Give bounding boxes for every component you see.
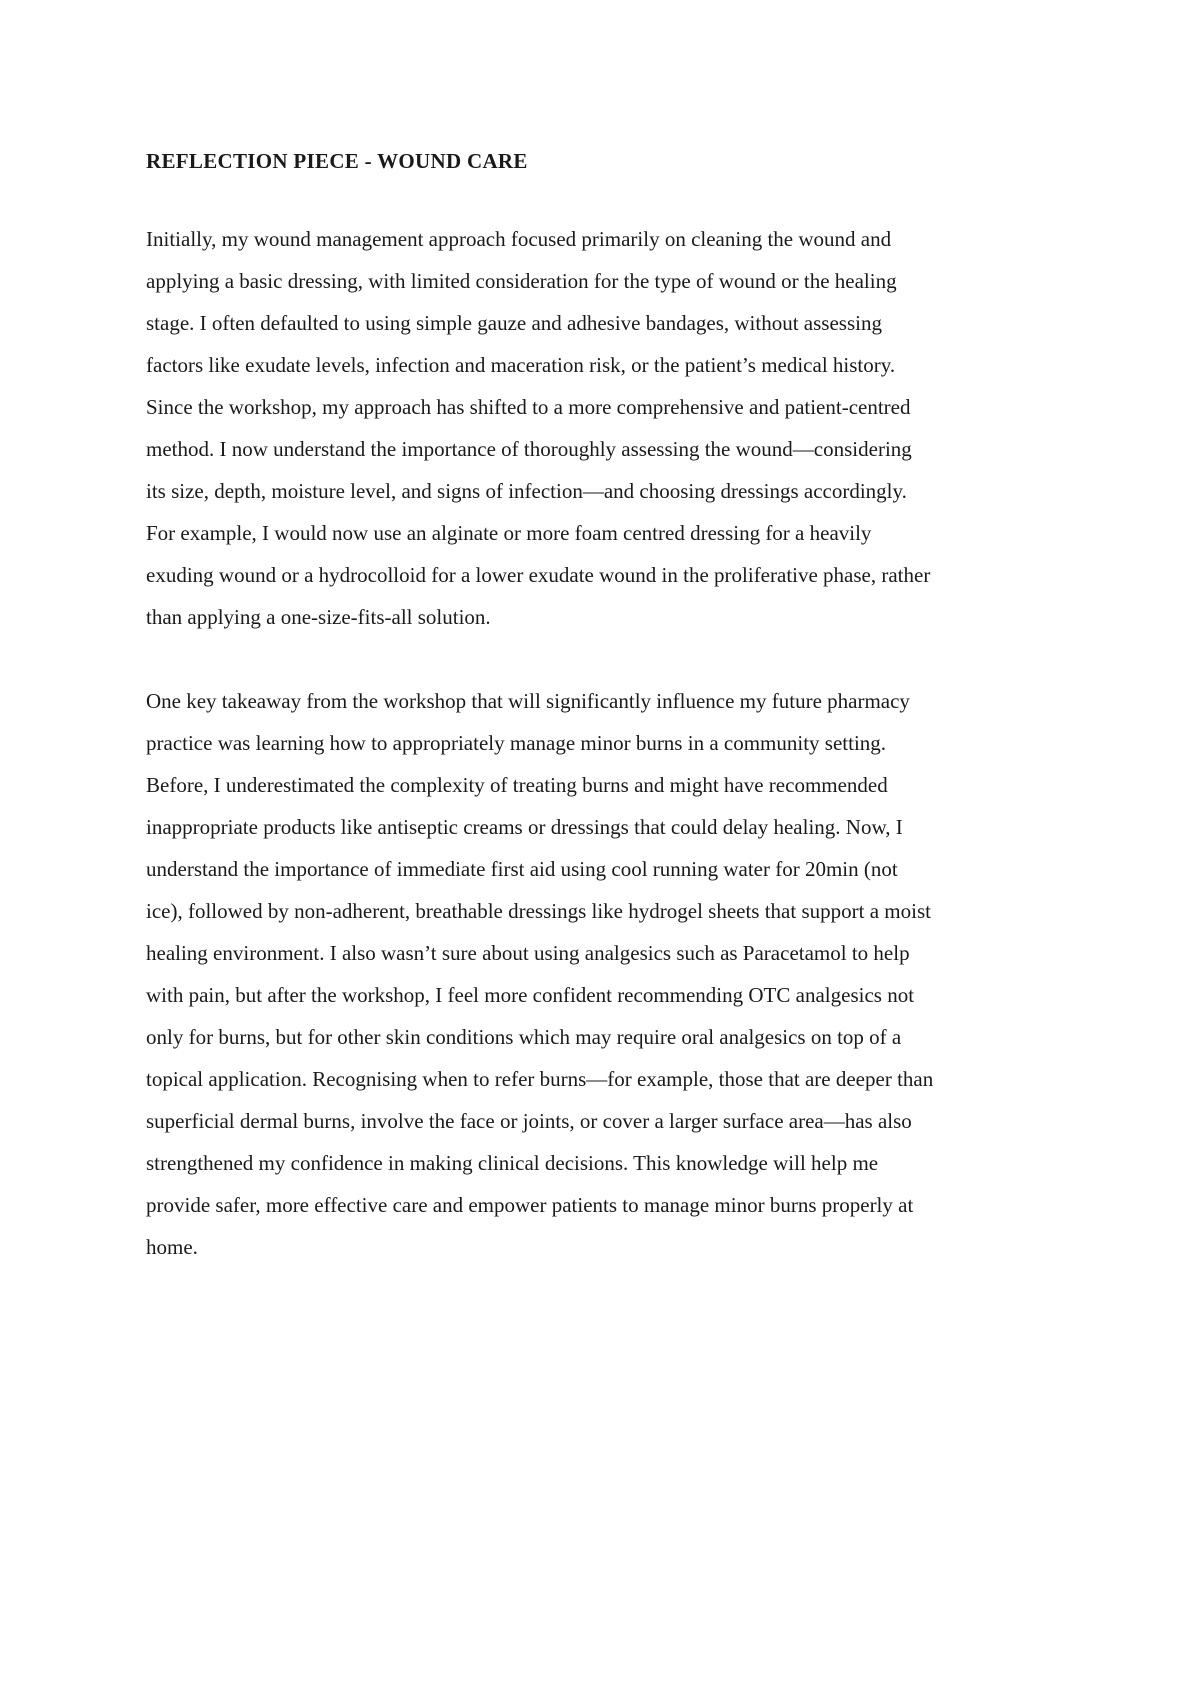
paragraph-2 [146,680,1066,1268]
text-line: applying a basic dressing, with limited consideration for the type of wound or the healing [146,269,897,293]
document-body [146,146,1066,1268]
text-line: factors like exudate levels, infection and maceration risk, or the patient’s medical history. [146,353,896,377]
text-line: than applying a one-size-fits-all solution. [146,605,491,629]
text-line: with pain, but after the workshop, I feel more confident recommending OTC analgesics not [146,983,915,1007]
text-line: its size, depth, moisture level, and signs of infection—and choosing dressings accordingly. [146,479,907,503]
text-line: stage. I often defaulted to using simple gauze and adhesive bandages, without assessing [146,311,882,335]
text-line: exuding wound or a hydrocolloid for a lower exudate wound in the proliferative phase, rather [146,563,931,587]
paragraph-gap [146,638,1066,680]
text-line: One key takeaway from the workshop that will significantly influence my future pharmacy [146,689,910,713]
text-line: Since the workshop, my approach has shifted to a more comprehensive and patient-centred [146,395,911,419]
text-line: Initially, my wound management approach focused primarily on cleaning the wound and [146,227,892,251]
text-line: strengthened my confidence in making clinical decisions. This knowledge will help me [146,1151,879,1175]
paragraph-1 [146,218,1066,638]
text-line: only for burns, but for other skin conditions which may require oral analgesics on top of a [146,1025,902,1049]
text-line: Before, I underestimated the complexity of treating burns and might have recommended [146,773,888,797]
text-line: practice was learning how to appropriately manage minor burns in a community setting. [146,731,887,755]
text-line: For example, I would now use an alginate or more foam centred dressing for a heavily [146,521,872,545]
text-line: provide safer, more effective care and empower patients to manage minor burns properly at [146,1193,914,1217]
text-line: topical application. Recognising when to refer burns—for example, those that are deeper than [146,1067,934,1091]
document-title: REFLECTION PIECE - WOUND CARE [146,149,528,173]
text-line: understand the importance of immediate first aid using cool running water for 20min (not [146,857,898,881]
text-line: ice), followed by non-adherent, breathable dressings like hydrogel sheets that support a moist [146,899,931,923]
text-line: method. I now understand the importance of thoroughly assessing the wound—considering [146,437,912,461]
text-line: home. [146,1235,198,1259]
text-line: superficial dermal burns, involve the face or joints, or cover a larger surface area—has also [146,1109,912,1133]
text-line: inappropriate products like antiseptic creams or dressings that could delay healing. Now, I [146,815,903,839]
text-line: healing environment. I also wasn’t sure about using analgesics such as Paracetamol to help [146,941,910,965]
